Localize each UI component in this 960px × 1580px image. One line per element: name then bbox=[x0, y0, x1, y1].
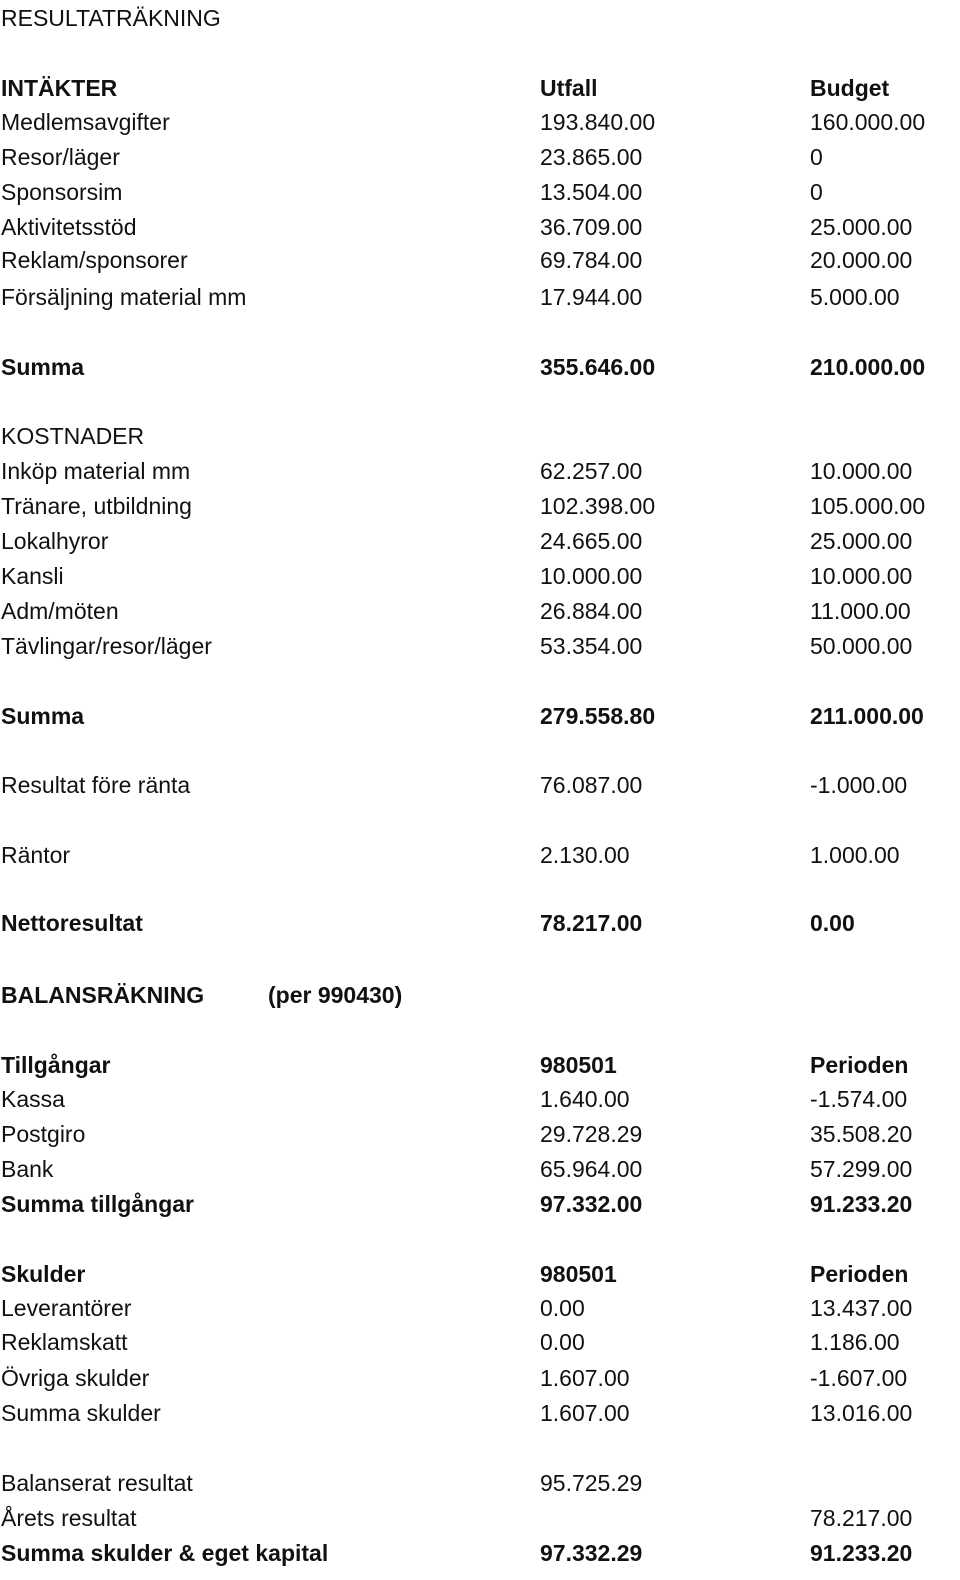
date-value: 1.640.00 bbox=[540, 1086, 630, 1112]
row-label: Övriga skulder bbox=[1, 1365, 150, 1391]
row-label: Bank bbox=[1, 1156, 54, 1182]
liabilities-heading: Skulder bbox=[1, 1261, 86, 1287]
assets-sum-row bbox=[0, 1187, 960, 1221]
period-column-header: Perioden bbox=[810, 1052, 909, 1078]
report-title-row bbox=[0, 1, 960, 35]
actual-value: 36.709.00 bbox=[540, 214, 643, 240]
period-value: 1.186.00 bbox=[810, 1329, 900, 1355]
result-before-interest-row bbox=[0, 768, 960, 802]
row-label: Summa tillgångar bbox=[1, 1191, 194, 1217]
liability-row bbox=[0, 1396, 960, 1430]
assets-heading: Tillgångar bbox=[1, 1052, 111, 1078]
budget-value: 1.000.00 bbox=[810, 842, 900, 868]
row-label: Resultat före ränta bbox=[1, 772, 191, 798]
row-label: Årets resultat bbox=[1, 1505, 137, 1531]
liability-row bbox=[0, 1291, 960, 1325]
costs-header-row bbox=[0, 419, 960, 453]
budget-value: 20.000.00 bbox=[810, 247, 913, 273]
row-label: Nettoresultat bbox=[1, 910, 143, 936]
income-sum-row bbox=[0, 350, 960, 384]
row-label: Resor/läger bbox=[1, 144, 120, 170]
actual-value: 13.504.00 bbox=[540, 179, 643, 205]
actual-value: 53.354.00 bbox=[540, 633, 643, 659]
costs-sum-row bbox=[0, 699, 960, 733]
budget-value: 5.000.00 bbox=[810, 284, 900, 310]
row-label: Medlemsavgifter bbox=[1, 109, 170, 135]
date-value: 65.964.00 bbox=[540, 1156, 643, 1182]
net-result-row bbox=[0, 906, 960, 940]
budget-value: 11.000.00 bbox=[810, 598, 911, 624]
actual-value: 10.000.00 bbox=[540, 563, 643, 589]
income-row bbox=[0, 175, 960, 209]
retained-result-row bbox=[0, 1466, 960, 1500]
period-value: 91.233.20 bbox=[810, 1191, 913, 1217]
row-label: Tränare, utbildning bbox=[1, 493, 192, 519]
budget-value: 210.000.00 bbox=[810, 354, 926, 380]
balance-period: (per 990430) bbox=[268, 982, 403, 1008]
date-value: 1.607.00 bbox=[540, 1400, 630, 1426]
cost-row bbox=[0, 594, 960, 628]
period-value: -1.574.00 bbox=[810, 1086, 908, 1112]
period-value: 57.299.00 bbox=[810, 1156, 913, 1182]
actual-value: 2.130.00 bbox=[540, 842, 630, 868]
period-value: 91.233.20 bbox=[810, 1540, 913, 1566]
actual-value: 78.217.00 bbox=[540, 910, 643, 936]
actual-value: 355.646.00 bbox=[540, 354, 656, 380]
row-label: Aktivitetsstöd bbox=[1, 214, 137, 240]
actual-value: 76.087.00 bbox=[540, 772, 643, 798]
year-result-row bbox=[0, 1501, 960, 1535]
date-value: 0.00 bbox=[540, 1295, 585, 1321]
row-label: Summa skulder & eget kapital bbox=[1, 1540, 329, 1566]
liabilities-header-row bbox=[0, 1257, 960, 1291]
report-title: RESULTATRÄKNING bbox=[1, 5, 221, 31]
date-column-header: 980501 bbox=[540, 1261, 617, 1287]
cost-row bbox=[0, 559, 960, 593]
row-label: Adm/möten bbox=[1, 598, 119, 624]
income-row bbox=[0, 140, 960, 174]
row-label: Tävlingar/resor/läger bbox=[1, 633, 212, 659]
actual-value: 17.944.00 bbox=[540, 284, 643, 310]
period-value: 35.508.20 bbox=[810, 1121, 913, 1147]
period-value: 13.016.00 bbox=[810, 1400, 913, 1426]
date-value: 0.00 bbox=[540, 1329, 585, 1355]
budget-column-header: Budget bbox=[810, 75, 890, 101]
asset-row bbox=[0, 1152, 960, 1186]
date-value: 97.332.00 bbox=[540, 1191, 643, 1217]
row-label: Kassa bbox=[1, 1086, 65, 1112]
liability-row bbox=[0, 1325, 960, 1359]
balance-title: BALANSRÄKNING bbox=[1, 982, 205, 1008]
interest-row bbox=[0, 838, 960, 872]
period-column-header: Perioden bbox=[810, 1261, 909, 1287]
row-label: Kansli bbox=[1, 563, 64, 589]
date-column-header: 980501 bbox=[540, 1052, 617, 1078]
actual-value: 26.884.00 bbox=[540, 598, 643, 624]
income-row bbox=[0, 105, 960, 139]
row-label: Summa skulder bbox=[1, 1400, 161, 1426]
actual-value: 62.257.00 bbox=[540, 458, 643, 484]
row-label: Summa bbox=[1, 354, 85, 380]
budget-value: 50.000.00 bbox=[810, 633, 913, 659]
income-heading: INTÄKTER bbox=[1, 75, 118, 101]
income-row bbox=[0, 210, 960, 244]
costs-heading: KOSTNADER bbox=[1, 423, 145, 449]
asset-row bbox=[0, 1082, 960, 1116]
date-value: 97.332.29 bbox=[540, 1540, 643, 1566]
cost-row bbox=[0, 489, 960, 523]
budget-value: 25.000.00 bbox=[810, 214, 913, 240]
actual-value: 102.398.00 bbox=[540, 493, 656, 519]
row-label: Reklam/sponsorer bbox=[1, 247, 188, 273]
budget-value: 25.000.00 bbox=[810, 528, 913, 554]
row-label: Balanserat resultat bbox=[1, 1470, 193, 1496]
liability-row bbox=[0, 1361, 960, 1395]
actual-value: 24.665.00 bbox=[540, 528, 643, 554]
actual-value: 193.840.00 bbox=[540, 109, 656, 135]
budget-value: 0.00 bbox=[810, 910, 855, 936]
balance-title-row bbox=[0, 978, 960, 1012]
actual-value: 69.784.00 bbox=[540, 247, 643, 273]
income-header-row bbox=[0, 71, 960, 105]
actual-value: 23.865.00 bbox=[540, 144, 643, 170]
asset-row bbox=[0, 1117, 960, 1151]
row-label: Reklamskatt bbox=[1, 1329, 128, 1355]
income-row bbox=[0, 280, 960, 314]
row-label: Lokalhyror bbox=[1, 528, 109, 554]
actual-value: 279.558.80 bbox=[540, 703, 656, 729]
cost-row bbox=[0, 454, 960, 488]
budget-value: 211.000.00 bbox=[810, 703, 924, 729]
budget-value: 10.000.00 bbox=[810, 458, 913, 484]
row-label: Sponsorsim bbox=[1, 179, 123, 205]
assets-header-row bbox=[0, 1048, 960, 1082]
budget-value: 160.000.00 bbox=[810, 109, 926, 135]
row-label: Summa bbox=[1, 703, 85, 729]
total-equity-row bbox=[0, 1536, 960, 1570]
date-value: 95.725.29 bbox=[540, 1470, 643, 1496]
budget-value: 10.000.00 bbox=[810, 563, 913, 589]
budget-value: 0 bbox=[810, 179, 823, 205]
period-value: -1.607.00 bbox=[810, 1365, 908, 1391]
row-label: Postgiro bbox=[1, 1121, 86, 1147]
cost-row bbox=[0, 629, 960, 663]
date-value: 29.728.29 bbox=[540, 1121, 643, 1147]
budget-value: -1.000.00 bbox=[810, 772, 908, 798]
row-label: Räntor bbox=[1, 842, 71, 868]
budget-value: 0 bbox=[810, 144, 823, 170]
actual-column-header: Utfall bbox=[540, 75, 598, 101]
row-label: Inköp material mm bbox=[1, 458, 191, 484]
cost-row bbox=[0, 524, 960, 558]
period-value: 78.217.00 bbox=[810, 1505, 913, 1531]
row-label: Försäljning material mm bbox=[1, 284, 247, 310]
date-value: 1.607.00 bbox=[540, 1365, 630, 1391]
income-row bbox=[0, 243, 960, 277]
period-value: 13.437.00 bbox=[810, 1295, 913, 1321]
budget-value: 105.000.00 bbox=[810, 493, 926, 519]
row-label: Leverantörer bbox=[1, 1295, 132, 1321]
